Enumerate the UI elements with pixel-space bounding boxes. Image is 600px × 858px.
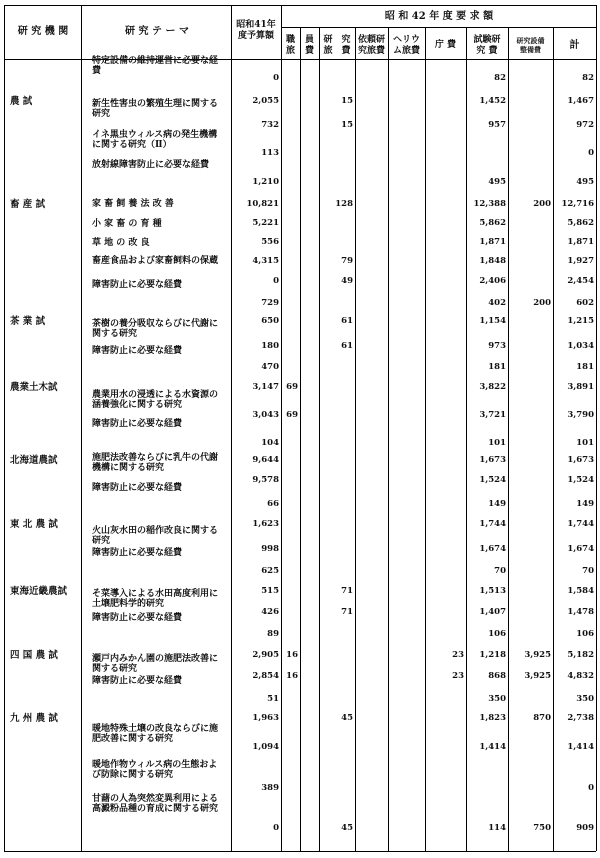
cell-total: 1,584: [567, 586, 594, 596]
cell-total: 2,738: [567, 713, 594, 723]
cell-staff: 69: [286, 382, 298, 392]
row-theme: イネ黒虫ウィルス病の発生機構に関する研究（Ⅱ）: [92, 130, 218, 150]
cell-exp: 1,848: [479, 256, 506, 266]
cell-total: 972: [576, 120, 594, 130]
cell-total: 149: [576, 499, 594, 509]
cell-equip: 200: [533, 199, 551, 209]
cell-total: 1,467: [567, 96, 594, 106]
cell-total: 350: [576, 694, 594, 704]
cell-total: 70: [582, 566, 594, 576]
cell-exp: 350: [488, 694, 506, 704]
cell-b41: 89: [267, 629, 279, 639]
cell-total: 3,790: [567, 410, 594, 420]
cell-exp: 1,673: [479, 455, 506, 465]
row-theme: 草 地 の 改 良: [92, 238, 150, 248]
header-c4-l2: 費: [341, 46, 351, 56]
row-theme: 小 家 畜 の 育 種: [92, 219, 162, 229]
cell-staff: 16: [286, 650, 298, 660]
cell-exp: 1,513: [479, 586, 506, 596]
col-divider-institution: [81, 5, 82, 851]
cell-b41: 1,963: [252, 713, 279, 723]
cell-exp: 402: [488, 298, 506, 308]
row-theme: 障害防止に必要な経費: [92, 613, 183, 623]
cell-total: 5,862: [567, 218, 594, 228]
row-theme: 障害防止に必要な経費: [92, 676, 183, 686]
cell-exp: 495: [488, 177, 506, 187]
cell-staff: 16: [286, 671, 298, 681]
header-c1-l2: 旅: [285, 46, 295, 56]
cell-equip: 870: [533, 713, 551, 723]
cell-total: 909: [576, 823, 594, 833]
row-theme: 茶樹の養分吸収ならびに代謝に関する研究: [92, 319, 219, 339]
header-c3-l1: 研: [323, 35, 333, 45]
cell-b41: 515: [261, 586, 279, 596]
col-divider-staff2: [319, 27, 320, 851]
cell-b41: 732: [261, 120, 279, 130]
cell-exp: 3,721: [479, 410, 506, 420]
cell-equip: 3,925: [524, 671, 551, 681]
cell-exp: 5,862: [479, 218, 506, 228]
header-c10: 計: [569, 40, 580, 51]
cell-b41: 9,644: [252, 455, 279, 465]
header-c6-l2: ム旅費: [392, 46, 420, 56]
row-theme: 火山灰水田の稲作改良に関する研究: [92, 526, 219, 546]
cell-b41: 3,147: [252, 382, 279, 392]
cell-equip: 200: [533, 298, 551, 308]
header-budget41-line2: 度予算額: [237, 31, 274, 41]
cell-exp: 868: [488, 671, 506, 681]
cell-total: 82: [582, 73, 594, 83]
row-theme: 畜産食品および家畜飼料の保蔵: [92, 256, 219, 266]
row-theme: 障害防止に必要な経費: [92, 346, 183, 356]
cell-total: 1,034: [567, 341, 594, 351]
cell-exp: 2,406: [479, 276, 506, 286]
cell-total: 2,454: [567, 276, 594, 286]
row-institution: 農業土木試: [10, 382, 58, 393]
cell-b41: 1,623: [252, 519, 279, 529]
cell-b41: 1,094: [252, 742, 279, 752]
cell-staff: 69: [286, 410, 298, 420]
table-top-border: [4, 5, 596, 6]
row-theme: 障害防止に必要な経費: [92, 483, 183, 493]
row-theme: 農業用水の浸透による水資源の涵養強化に関する研究: [92, 390, 219, 410]
cell-total: 12,716: [561, 199, 594, 209]
cell-b41: 0: [273, 823, 279, 833]
cell-exp: 82: [494, 73, 506, 83]
cell-total: 0: [588, 783, 594, 793]
cell-b41: 556: [261, 237, 279, 247]
header-theme: 研 究 テ ー マ: [125, 26, 189, 37]
row-theme: 放射線障害防止に必要な経費: [92, 160, 210, 170]
cell-b41: 0: [273, 73, 279, 83]
cell-b41: 2,905: [252, 650, 279, 660]
header-c9-l1: 研究設備: [516, 36, 545, 45]
cell-b41: 650: [261, 316, 279, 326]
cell-total: 106: [576, 629, 594, 639]
cell-res: 15: [341, 96, 353, 106]
col-divider-exp: [508, 27, 509, 851]
header-institution: 研 究 機 関: [17, 26, 69, 37]
cell-total: 495: [576, 177, 594, 187]
table-bottom-border: [4, 851, 596, 852]
cell-exp: 1,674: [479, 544, 506, 554]
cell-res: 45: [341, 713, 353, 723]
cell-b41: 51: [267, 694, 279, 704]
cell-total: 1,744: [567, 519, 594, 529]
border-right: [596, 5, 597, 851]
row-theme: 障害防止に必要な経費: [92, 548, 183, 558]
cell-total: 1,927: [567, 256, 594, 266]
cell-b41: 729: [261, 298, 279, 308]
cell-b41: 66: [267, 499, 279, 509]
header-c5-l2: 究旅費: [357, 46, 385, 56]
cell-exp: 1,154: [479, 316, 506, 326]
cell-res: 61: [341, 341, 353, 351]
cell-total: 5,182: [567, 650, 594, 660]
header-c8-l1: 試験研: [473, 35, 501, 45]
header-c4-l1: 究: [341, 35, 351, 45]
cell-res: 71: [341, 607, 353, 617]
cell-b41: 10,821: [246, 199, 279, 209]
cell-equip: 3,925: [524, 650, 551, 660]
cell-total: 0: [588, 148, 594, 158]
cell-exp: 1,744: [479, 519, 506, 529]
cell-total: 181: [576, 362, 594, 372]
row-theme: そ菜導入による水田高度利用に土壌肥料学的研究: [92, 589, 219, 609]
cell-exp: 12,388: [473, 199, 506, 209]
row-theme: 瀬戸内みかん園の施肥法改善に関する研究: [92, 654, 219, 674]
cell-b41: 3,043: [252, 410, 279, 420]
cell-total: 602: [576, 298, 594, 308]
row-institution: 茶 業 試: [10, 316, 46, 327]
cell-exp: 70: [494, 566, 506, 576]
cell-b41: 389: [261, 783, 279, 793]
cell-exp: 1,414: [479, 742, 506, 752]
cell-total: 1,871: [567, 237, 594, 247]
cell-b41: 470: [261, 362, 279, 372]
cell-res: 128: [335, 199, 353, 209]
cell-exp: 149: [488, 499, 506, 509]
cell-res: 49: [341, 276, 353, 286]
cell-exp: 1,452: [479, 96, 506, 106]
cell-total: 1,414: [567, 742, 594, 752]
cell-total: 3,891: [567, 382, 594, 392]
row-theme: 甘藷の人為突然変異利用による高澱粉品種の育成に関する研究: [92, 794, 219, 814]
header-c7: 庁 費: [434, 40, 457, 50]
row-institution: 農 試: [10, 96, 33, 107]
header-fy42-title: 昭 和 42 年 度 要 求 額: [384, 11, 494, 22]
cell-res: 71: [341, 586, 353, 596]
header-subdivider: [281, 27, 596, 28]
cell-b41: 625: [261, 566, 279, 576]
cell-exp: 1,524: [479, 475, 506, 485]
cell-exp: 973: [488, 341, 506, 351]
cell-exp: 181: [488, 362, 506, 372]
col-divider-budget41: [281, 5, 282, 851]
cell-exp: 1,407: [479, 607, 506, 617]
header-c6-l1: ヘリウ: [392, 35, 420, 45]
row-theme: 新生性害虫の繁殖生理に関する研究: [92, 99, 219, 119]
cell-b41: 5,221: [252, 218, 279, 228]
header-c2-l2: 費: [304, 46, 314, 56]
cell-tokyo: 23: [452, 650, 464, 660]
col-divider-request: [388, 27, 389, 851]
cell-total: 1,524: [567, 475, 594, 485]
row-theme: 施肥法改善ならびに乳牛の代謝機構に関する研究: [92, 453, 219, 473]
cell-res: 79: [341, 256, 353, 266]
cell-exp: 101: [488, 438, 506, 448]
row-theme: 障害防止に必要な経費: [92, 419, 183, 429]
cell-b41: 104: [261, 438, 279, 448]
col-divider-theme: [231, 5, 232, 851]
row-theme: 障害防止に必要な経費: [92, 280, 183, 290]
col-divider-staff: [300, 27, 301, 851]
cell-exp: 106: [488, 629, 506, 639]
cell-tokyo: 23: [452, 671, 464, 681]
col-divider-research: [355, 27, 356, 851]
row-theme: 特定設備の維持運営に必要な経費: [92, 56, 219, 76]
row-theme: 暖地特殊土壌の改良ならびに施肥改善に関する研究: [92, 724, 219, 744]
row-institution: 東海近畿農試: [10, 586, 68, 597]
cell-total: 1,215: [567, 316, 594, 326]
col-divider-helium: [425, 27, 426, 851]
cell-total: 1,674: [567, 544, 594, 554]
cell-exp: 1,871: [479, 237, 506, 247]
cell-b41: 1,210: [252, 177, 279, 187]
row-theme: 家 畜 飼 養 法 改 善: [92, 199, 174, 209]
row-institution: 畜 産 試: [10, 199, 46, 210]
header-c5-l1: 依頼研: [357, 35, 385, 45]
cell-res: 45: [341, 823, 353, 833]
cell-b41: 998: [261, 544, 279, 554]
cell-exp: 1,218: [479, 650, 506, 660]
cell-exp: 114: [488, 823, 506, 833]
header-c2-l1: 員: [304, 35, 314, 45]
cell-exp: 3,822: [479, 382, 506, 392]
cell-b41: 4,315: [252, 256, 279, 266]
cell-exp: 1,823: [479, 713, 506, 723]
row-institution: 四 国 農 試: [10, 650, 58, 661]
cell-b41: 9,578: [252, 475, 279, 485]
cell-b41: 180: [261, 341, 279, 351]
cell-total: 4,832: [567, 671, 594, 681]
row-theme: 暖地作物ウィルス病の生態および防除に関する研究: [92, 760, 218, 780]
cell-b41: 2,055: [252, 96, 279, 106]
row-institution: 九 州 農 試: [10, 713, 58, 724]
cell-total: 1,673: [567, 455, 594, 465]
header-c9-l2: 整備費: [520, 45, 541, 54]
cell-b41: 426: [261, 607, 279, 617]
header-budget41-line1: 昭和41年: [236, 20, 276, 30]
cell-b41: 113: [261, 148, 279, 158]
header-c1-l1: 職: [285, 35, 295, 45]
border-left: [4, 5, 5, 851]
cell-res: 15: [341, 120, 353, 130]
cell-b41: 0: [273, 276, 279, 286]
cell-res: 61: [341, 316, 353, 326]
row-institution: 北海道農試: [10, 455, 58, 466]
cell-total: 101: [576, 438, 594, 448]
header-c3-l2: 旅: [323, 46, 333, 56]
row-institution: 東 北 農 試: [10, 519, 58, 530]
cell-equip: 750: [533, 823, 551, 833]
cell-b41: 2,854: [252, 671, 279, 681]
cell-exp: 957: [488, 120, 506, 130]
cell-total: 1,478: [567, 607, 594, 617]
header-c8-l2: 究 費: [476, 46, 498, 56]
